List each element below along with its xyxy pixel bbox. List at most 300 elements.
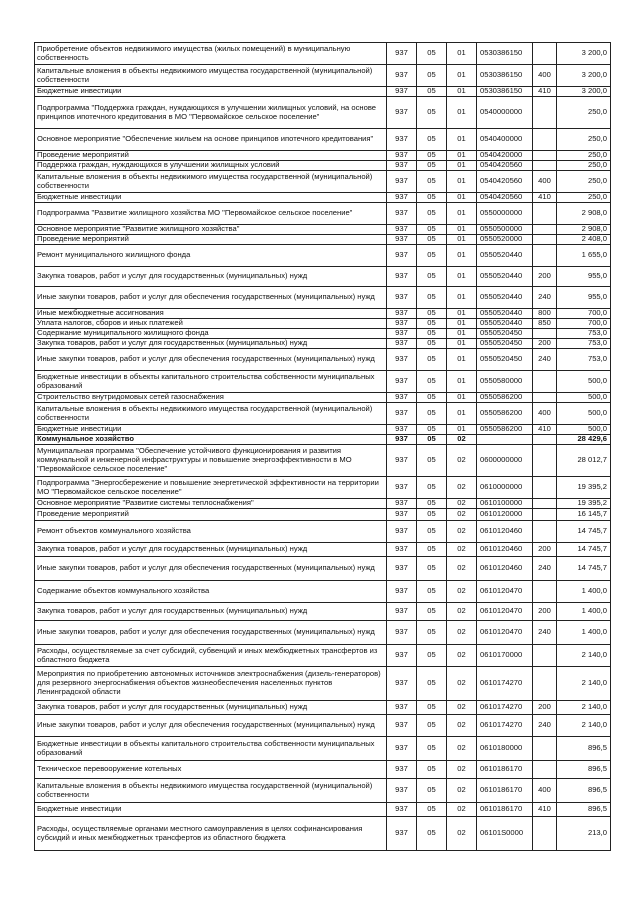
row-subsection-code: 01 <box>447 393 477 403</box>
row-name: Мероприятия по приобретению автономных источников электроснабжения (дизель-генераторов) для резервного энергоснабжения объектов жизнеобеспечения населенных пунктов Ленинградской области <box>35 667 387 701</box>
row-amount: 14 745,7 <box>557 521 611 543</box>
row-amount: 700,0 <box>557 319 611 329</box>
row-amount: 753,0 <box>557 349 611 371</box>
row-name: Ремонт объектов коммунального хозяйства <box>35 521 387 543</box>
row-target-item-code: 0610120470 <box>477 581 533 603</box>
table-row <box>35 477 611 499</box>
row-subsection-code: 01 <box>447 129 477 151</box>
table-row <box>35 151 611 161</box>
row-expense-type-code: 400 <box>533 403 557 425</box>
row-expense-type-code <box>533 393 557 403</box>
row-expense-type-code <box>533 477 557 499</box>
row-section-code: 05 <box>417 171 447 193</box>
row-amount: 28 012,7 <box>557 445 611 477</box>
row-section-code: 05 <box>417 193 447 203</box>
row-subsection-code: 02 <box>447 803 477 817</box>
row-section-code: 05 <box>417 621 447 645</box>
row-target-item-code: 0610186170 <box>477 779 533 803</box>
row-subsection-code: 01 <box>447 339 477 349</box>
row-expense-type-code <box>533 521 557 543</box>
row-target-item-code: 0550520440 <box>477 309 533 319</box>
row-ved-code: 937 <box>387 477 417 499</box>
table-row <box>35 371 611 393</box>
row-name: Иные закупки товаров, работ и услуг для обеспечения государственных (муниципальных) нужд <box>35 349 387 371</box>
table-row <box>35 701 611 715</box>
row-target-item-code: 0550520450 <box>477 339 533 349</box>
row-expense-type-code: 800 <box>533 309 557 319</box>
row-ved-code: 937 <box>387 267 417 287</box>
row-name: Капитальные вложения в объекты недвижимого имущества государственной (муниципальной) собственности <box>35 779 387 803</box>
row-target-item-code: 0610000000 <box>477 477 533 499</box>
row-section-code: 05 <box>417 319 447 329</box>
row-ved-code: 937 <box>387 329 417 339</box>
row-section-code: 05 <box>417 151 447 161</box>
row-target-item-code: 0610174270 <box>477 715 533 737</box>
row-ved-code: 937 <box>387 393 417 403</box>
table-row <box>35 667 611 701</box>
budget-table-body <box>35 43 611 851</box>
row-section-code: 05 <box>417 701 447 715</box>
row-section-code: 05 <box>417 477 447 499</box>
row-target-item-code: 0610170000 <box>477 645 533 667</box>
table-row <box>35 193 611 203</box>
row-target-item-code: 0540420560 <box>477 193 533 203</box>
row-subsection-code: 01 <box>447 329 477 339</box>
row-name: Закупка товаров, работ и услуг для государственных (муниципальных) нужд <box>35 701 387 715</box>
row-ved-code: 937 <box>387 193 417 203</box>
row-ved-code: 937 <box>387 499 417 509</box>
row-expense-type-code: 410 <box>533 803 557 817</box>
table-row <box>35 581 611 603</box>
row-amount: 19 395,2 <box>557 477 611 499</box>
row-target-item-code: 0540000000 <box>477 97 533 129</box>
row-section-code: 05 <box>417 235 447 245</box>
row-amount: 3 200,0 <box>557 43 611 65</box>
table-row <box>35 287 611 309</box>
row-name: Бюджетные инвестиции <box>35 193 387 203</box>
row-section-code: 05 <box>417 425 447 435</box>
budget-table <box>34 42 611 851</box>
row-name: Расходы, осуществляемые за счет субсидий, субвенций и иных межбюджетных трансфертов из областного бюджета <box>35 645 387 667</box>
row-ved-code: 937 <box>387 87 417 97</box>
row-ved-code: 937 <box>387 43 417 65</box>
row-amount: 250,0 <box>557 129 611 151</box>
row-target-item-code: 0610174270 <box>477 667 533 701</box>
row-target-item-code: 0610120000 <box>477 509 533 521</box>
row-ved-code: 937 <box>387 761 417 779</box>
row-expense-type-code: 240 <box>533 557 557 581</box>
row-ved-code: 937 <box>387 235 417 245</box>
row-section-code: 05 <box>417 329 447 339</box>
row-ved-code: 937 <box>387 129 417 151</box>
row-target-item-code: 0550520440 <box>477 287 533 309</box>
row-ved-code: 937 <box>387 603 417 621</box>
row-target-item-code: 0550586200 <box>477 393 533 403</box>
row-section-code: 05 <box>417 557 447 581</box>
row-subsection-code: 02 <box>447 521 477 543</box>
row-ved-code: 937 <box>387 97 417 129</box>
row-section-code: 05 <box>417 499 447 509</box>
row-name: Уплата налогов, сборов и иных платежей <box>35 319 387 329</box>
row-amount: 250,0 <box>557 193 611 203</box>
row-name: Подпрограмма "Энергосбережение и повышение энергетической эффективности на территории МО "Первомайское сельское поселение" <box>35 477 387 499</box>
row-amount: 19 395,2 <box>557 499 611 509</box>
row-name: Иные закупки товаров, работ и услуг для обеспечения государственных (муниципальных) нужд <box>35 621 387 645</box>
row-subsection-code: 01 <box>447 193 477 203</box>
row-section-code: 05 <box>417 43 447 65</box>
row-section-code: 05 <box>417 667 447 701</box>
row-amount: 14 745,7 <box>557 543 611 557</box>
row-section-code: 05 <box>417 65 447 87</box>
row-amount: 896,5 <box>557 737 611 761</box>
row-ved-code: 937 <box>387 287 417 309</box>
row-amount: 1 400,0 <box>557 581 611 603</box>
row-amount: 500,0 <box>557 425 611 435</box>
row-expense-type-code <box>533 235 557 245</box>
table-row <box>35 309 611 319</box>
row-name: Содержание муниципального жилищного фонда <box>35 329 387 339</box>
row-name: Капитальные вложения в объекты недвижимого имущества государственной (муниципальной) собственности <box>35 65 387 87</box>
row-target-item-code: 0550520440 <box>477 267 533 287</box>
row-target-item-code: 0550586200 <box>477 425 533 435</box>
row-ved-code: 937 <box>387 803 417 817</box>
row-name: Техническое перевооружение котельных <box>35 761 387 779</box>
row-section-code: 05 <box>417 509 447 521</box>
row-target-item-code: 0610120460 <box>477 543 533 557</box>
row-expense-type-code <box>533 151 557 161</box>
row-section-code: 05 <box>417 349 447 371</box>
row-target-item-code: 0540420560 <box>477 161 533 171</box>
row-expense-type-code: 200 <box>533 603 557 621</box>
table-row <box>35 267 611 287</box>
table-row <box>35 171 611 193</box>
row-amount: 500,0 <box>557 403 611 425</box>
row-ved-code: 937 <box>387 509 417 521</box>
row-ved-code: 937 <box>387 203 417 225</box>
row-subsection-code: 02 <box>447 737 477 761</box>
row-name: Коммунальное хозяйство <box>35 435 387 445</box>
row-subsection-code: 02 <box>447 477 477 499</box>
table-row <box>35 761 611 779</box>
row-name: Приобретение объектов недвижимого имущества (жилых помещений) в муниципальную собственность <box>35 43 387 65</box>
row-expense-type-code <box>533 97 557 129</box>
row-amount: 955,0 <box>557 267 611 287</box>
row-amount: 250,0 <box>557 171 611 193</box>
row-name: Проведение мероприятий <box>35 151 387 161</box>
budget-document <box>34 42 610 851</box>
row-subsection-code: 01 <box>447 403 477 425</box>
row-amount: 2 908,0 <box>557 225 611 235</box>
row-expense-type-code <box>533 43 557 65</box>
row-target-item-code: 0610186170 <box>477 761 533 779</box>
row-expense-type-code <box>533 161 557 171</box>
row-expense-type-code: 400 <box>533 779 557 803</box>
row-expense-type-code <box>533 445 557 477</box>
row-ved-code: 937 <box>387 425 417 435</box>
row-name: Подпрограмма "Поддержка граждан, нуждающихся в улучшении жилищных условий, на основе принципов ипотечного кредитования в МО "Первомайское сельское поселение" <box>35 97 387 129</box>
row-expense-type-code: 410 <box>533 87 557 97</box>
row-amount: 2 140,0 <box>557 701 611 715</box>
row-ved-code: 937 <box>387 371 417 393</box>
table-row <box>35 509 611 521</box>
row-expense-type-code <box>533 817 557 851</box>
row-expense-type-code: 240 <box>533 621 557 645</box>
row-expense-type-code: 410 <box>533 425 557 435</box>
row-amount: 700,0 <box>557 309 611 319</box>
table-row <box>35 817 611 851</box>
row-subsection-code: 01 <box>447 161 477 171</box>
row-name: Закупка товаров, работ и услуг для государственных (муниципальных) нужд <box>35 543 387 557</box>
row-name: Бюджетные инвестиции <box>35 425 387 435</box>
table-row <box>35 435 611 445</box>
row-target-item-code: 0550520000 <box>477 235 533 245</box>
row-target-item-code: 0550520440 <box>477 245 533 267</box>
row-target-item-code: 0550000000 <box>477 203 533 225</box>
row-section-code: 05 <box>417 309 447 319</box>
row-subsection-code: 02 <box>447 715 477 737</box>
table-row <box>35 319 611 329</box>
row-ved-code: 937 <box>387 435 417 445</box>
table-row <box>35 499 611 509</box>
row-section-code: 05 <box>417 225 447 235</box>
row-target-item-code: 0610120460 <box>477 521 533 543</box>
row-name: Иные межбюджетные ассигнования <box>35 309 387 319</box>
row-section-code: 05 <box>417 161 447 171</box>
row-ved-code: 937 <box>387 171 417 193</box>
row-name: Иные закупки товаров, работ и услуг для обеспечения государственных (муниципальных) нужд <box>35 287 387 309</box>
row-expense-type-code: 200 <box>533 701 557 715</box>
row-amount: 1 400,0 <box>557 603 611 621</box>
row-section-code: 05 <box>417 521 447 543</box>
row-section-code: 05 <box>417 287 447 309</box>
row-expense-type-code: 200 <box>533 339 557 349</box>
row-section-code: 05 <box>417 371 447 393</box>
row-expense-type-code: 400 <box>533 65 557 87</box>
row-amount: 1 400,0 <box>557 621 611 645</box>
table-row <box>35 621 611 645</box>
row-amount: 213,0 <box>557 817 611 851</box>
row-name: Бюджетные инвестиции в объекты капитального строительства собственности муниципальных образований <box>35 371 387 393</box>
row-amount: 16 145,7 <box>557 509 611 521</box>
row-name: Поддержка граждан, нуждающихся в улучшении жилищных условий <box>35 161 387 171</box>
row-expense-type-code <box>533 737 557 761</box>
row-target-item-code: 0610100000 <box>477 499 533 509</box>
row-name: Проведение мероприятий <box>35 235 387 245</box>
row-ved-code: 937 <box>387 557 417 581</box>
row-target-item-code: 0540420000 <box>477 151 533 161</box>
row-amount: 2 140,0 <box>557 667 611 701</box>
row-amount: 28 429,6 <box>557 435 611 445</box>
row-expense-type-code: 400 <box>533 171 557 193</box>
row-subsection-code: 01 <box>447 425 477 435</box>
row-subsection-code: 01 <box>447 267 477 287</box>
row-expense-type-code: 410 <box>533 193 557 203</box>
row-amount: 896,5 <box>557 779 611 803</box>
row-section-code: 05 <box>417 97 447 129</box>
row-section-code: 05 <box>417 737 447 761</box>
table-row <box>35 543 611 557</box>
row-target-item-code: 0550586200 <box>477 403 533 425</box>
row-ved-code: 937 <box>387 65 417 87</box>
row-ved-code: 937 <box>387 445 417 477</box>
row-subsection-code: 02 <box>447 645 477 667</box>
table-row <box>35 645 611 667</box>
row-section-code: 05 <box>417 87 447 97</box>
row-amount: 500,0 <box>557 371 611 393</box>
row-name: Содержание объектов коммунального хозяйства <box>35 581 387 603</box>
row-amount: 250,0 <box>557 97 611 129</box>
table-row <box>35 393 611 403</box>
row-target-item-code: 0540400000 <box>477 129 533 151</box>
row-amount: 896,5 <box>557 761 611 779</box>
row-name: Капитальные вложения в объекты недвижимого имущества государственной (муниципальной) собственности <box>35 171 387 193</box>
row-section-code: 05 <box>417 403 447 425</box>
row-name: Основное мероприятие "Развитие жилищного хозяйства" <box>35 225 387 235</box>
row-name: Закупка товаров, работ и услуг для государственных (муниципальных) нужд <box>35 603 387 621</box>
row-name: Бюджетные инвестиции <box>35 803 387 817</box>
row-subsection-code: 01 <box>447 235 477 245</box>
row-expense-type-code <box>533 499 557 509</box>
table-row <box>35 87 611 97</box>
row-target-item-code: 0550520440 <box>477 319 533 329</box>
row-subsection-code: 02 <box>447 779 477 803</box>
row-target-item-code: 0600000000 <box>477 445 533 477</box>
row-ved-code: 937 <box>387 581 417 603</box>
table-row <box>35 349 611 371</box>
row-section-code: 05 <box>417 803 447 817</box>
row-amount: 753,0 <box>557 339 611 349</box>
row-ved-code: 937 <box>387 225 417 235</box>
table-row <box>35 715 611 737</box>
row-expense-type-code <box>533 435 557 445</box>
row-amount: 896,5 <box>557 803 611 817</box>
row-subsection-code: 02 <box>447 435 477 445</box>
row-amount: 2 140,0 <box>557 715 611 737</box>
row-ved-code: 937 <box>387 319 417 329</box>
row-amount: 14 745,7 <box>557 557 611 581</box>
row-ved-code: 937 <box>387 245 417 267</box>
row-expense-type-code <box>533 225 557 235</box>
row-expense-type-code <box>533 761 557 779</box>
row-subsection-code: 01 <box>447 97 477 129</box>
row-name: Иные закупки товаров, работ и услуг для обеспечения государственных (муниципальных) нужд <box>35 557 387 581</box>
row-ved-code: 937 <box>387 151 417 161</box>
row-subsection-code: 02 <box>447 581 477 603</box>
row-subsection-code: 02 <box>447 817 477 851</box>
table-row <box>35 737 611 761</box>
row-section-code: 05 <box>417 203 447 225</box>
row-subsection-code: 02 <box>447 557 477 581</box>
row-expense-type-code: 850 <box>533 319 557 329</box>
row-name: Капитальные вложения в объекты недвижимого имущества государственной (муниципальной) собственности <box>35 403 387 425</box>
row-subsection-code: 02 <box>447 445 477 477</box>
table-row <box>35 245 611 267</box>
table-row <box>35 329 611 339</box>
row-section-code: 05 <box>417 543 447 557</box>
row-section-code: 05 <box>417 445 447 477</box>
row-target-item-code: 0610120470 <box>477 621 533 645</box>
row-expense-type-code <box>533 329 557 339</box>
row-target-item-code: 0530386150 <box>477 43 533 65</box>
row-expense-type-code: 240 <box>533 715 557 737</box>
row-subsection-code: 02 <box>447 543 477 557</box>
row-ved-code: 937 <box>387 349 417 371</box>
row-expense-type-code: 200 <box>533 543 557 557</box>
row-section-code: 05 <box>417 779 447 803</box>
row-amount: 955,0 <box>557 287 611 309</box>
row-name: Расходы, осуществляемые органами местного самоуправления в целях софинансирования субсидий и иных межбюджетных трансфертов из областного бюджета <box>35 817 387 851</box>
table-row <box>35 425 611 435</box>
row-target-item-code: 0610174270 <box>477 701 533 715</box>
row-subsection-code: 02 <box>447 509 477 521</box>
row-ved-code: 937 <box>387 339 417 349</box>
row-subsection-code: 01 <box>447 87 477 97</box>
row-amount: 1 655,0 <box>557 245 611 267</box>
row-name: Иные закупки товаров, работ и услуг для обеспечения государственных (муниципальных) нужд <box>35 715 387 737</box>
row-section-code: 05 <box>417 435 447 445</box>
row-expense-type-code <box>533 203 557 225</box>
row-subsection-code: 02 <box>447 761 477 779</box>
row-target-item-code: 0610180000 <box>477 737 533 761</box>
row-expense-type-code <box>533 667 557 701</box>
row-ved-code: 937 <box>387 701 417 715</box>
table-row <box>35 225 611 235</box>
row-name: Проведение мероприятий <box>35 509 387 521</box>
row-section-code: 05 <box>417 761 447 779</box>
row-subsection-code: 01 <box>447 171 477 193</box>
table-row <box>35 97 611 129</box>
row-expense-type-code: 240 <box>533 349 557 371</box>
row-subsection-code: 01 <box>447 309 477 319</box>
row-target-item-code: 0610120470 <box>477 603 533 621</box>
table-row <box>35 403 611 425</box>
row-ved-code: 937 <box>387 715 417 737</box>
row-section-code: 05 <box>417 581 447 603</box>
row-section-code: 05 <box>417 339 447 349</box>
row-subsection-code: 01 <box>447 319 477 329</box>
row-name: Муниципальная программа "Обеспечение устойчивого функционирования и развития коммунальной и инженерной инфраструктуры и повышение энергоэффективности в МО "Первомайское сельское поселение" <box>35 445 387 477</box>
row-expense-type-code <box>533 645 557 667</box>
table-row <box>35 161 611 171</box>
row-amount: 2 408,0 <box>557 235 611 245</box>
row-subsection-code: 01 <box>447 349 477 371</box>
row-amount: 3 200,0 <box>557 65 611 87</box>
row-target-item-code: 0530386150 <box>477 65 533 87</box>
row-amount: 250,0 <box>557 161 611 171</box>
row-amount: 2 908,0 <box>557 203 611 225</box>
row-subsection-code: 01 <box>447 65 477 87</box>
table-row <box>35 129 611 151</box>
row-target-item-code: 0550580000 <box>477 371 533 393</box>
row-section-code: 05 <box>417 245 447 267</box>
table-row <box>35 779 611 803</box>
row-amount: 250,0 <box>557 151 611 161</box>
row-ved-code: 937 <box>387 309 417 319</box>
row-ved-code: 937 <box>387 667 417 701</box>
row-section-code: 05 <box>417 267 447 287</box>
row-subsection-code: 01 <box>447 225 477 235</box>
row-subsection-code: 01 <box>447 203 477 225</box>
row-target-item-code: 0550500000 <box>477 225 533 235</box>
row-name: Основное мероприятие "Развитие системы теплоснабжения" <box>35 499 387 509</box>
row-target-item-code: 0550520450 <box>477 329 533 339</box>
table-row <box>35 603 611 621</box>
table-row <box>35 43 611 65</box>
row-target-item-code <box>477 435 533 445</box>
row-ved-code: 937 <box>387 543 417 557</box>
row-section-code: 05 <box>417 817 447 851</box>
row-name: Основное мероприятие "Обеспечение жильем на основе принципов ипотечного кредитования" <box>35 129 387 151</box>
